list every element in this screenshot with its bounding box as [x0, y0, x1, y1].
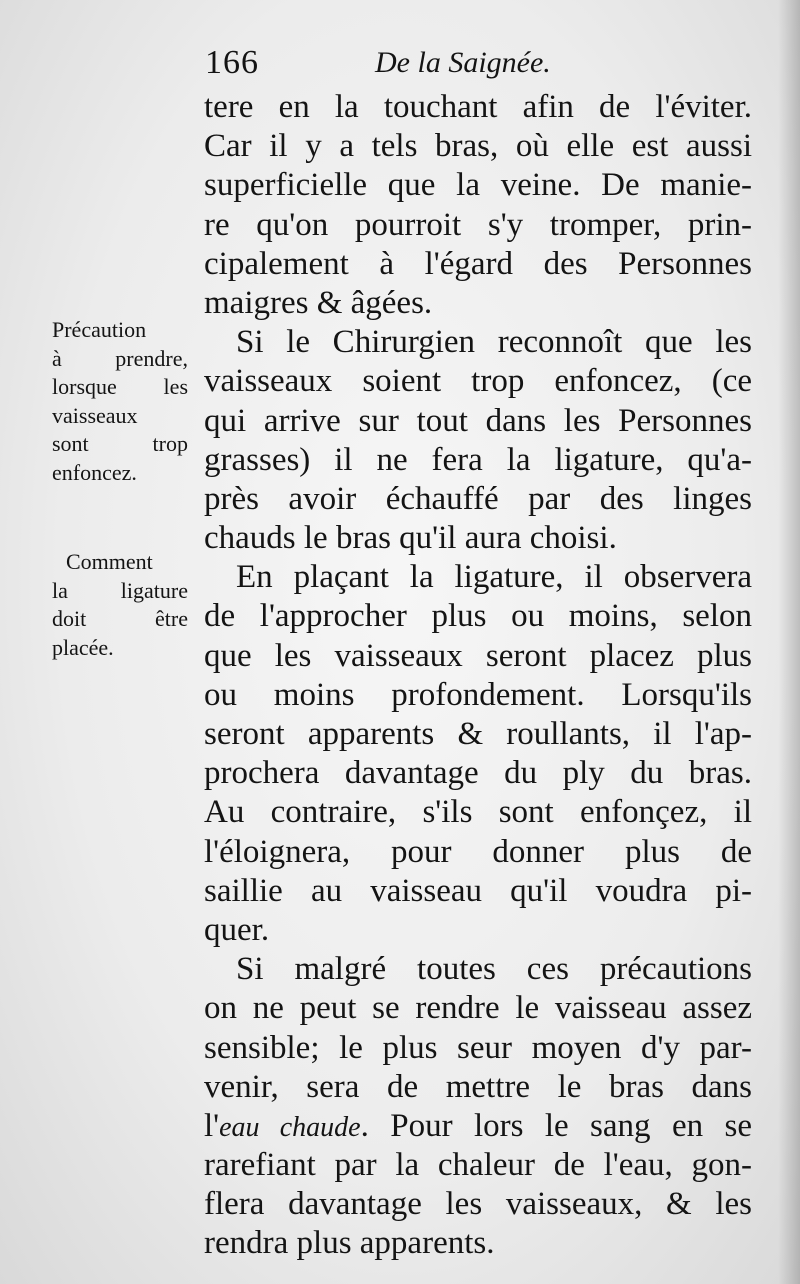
margin-note-line: la ligature [52, 577, 188, 603]
text-run: . Pour lors le sang en se [360, 1107, 752, 1144]
text-line: sensible; le plus seur moyen d'y par- [204, 1029, 752, 1066]
margin-note-line: Précaution [52, 317, 147, 342]
text-line: saillie au vaisseau qu'il voudra pi- [204, 872, 752, 909]
page-header [205, 44, 765, 88]
margin-note-line: doit être [52, 606, 188, 631]
margin-note-line: à prendre, [52, 345, 188, 371]
page-edge-shadow [778, 0, 800, 1284]
text-line: près avoir échauffé par des linges [204, 480, 752, 517]
text-line: maigres & âgées. [204, 284, 433, 321]
text-run: l' [204, 1107, 220, 1144]
text-line: l'éloignera, pour donner plus de [204, 833, 752, 870]
text-line: Si le Chirurgien reconnoît que les [236, 324, 752, 361]
text-line: quer. [204, 911, 270, 948]
margin-note-line: enfoncez. [52, 459, 137, 485]
margin-note-precaution [52, 316, 188, 487]
text-line: Au contraire, s'ils sont enfonçez, il [204, 794, 752, 831]
text-line: rendra plus apparents. [204, 1225, 495, 1262]
text-line: rarefiant par la chaleur de l'eau, gon- [204, 1147, 752, 1184]
body-text [204, 88, 752, 1264]
running-title: De la Saignée. [375, 46, 551, 79]
text-line: chauds le bras qu'il aura choisi. [204, 520, 617, 557]
text-line: de l'approcher plus ou moins, selon [204, 598, 752, 635]
text-line: que les vaisseaux seront placez plus [204, 637, 752, 674]
text-line: flera davantage les vaisseaux, & les [204, 1186, 752, 1223]
text-line-with-italic [204, 1107, 752, 1146]
text-line: superficielle que la veine. De manie- [204, 167, 752, 204]
text-line: on ne peut se rendre le vaisseau assez [204, 990, 752, 1027]
text-line: grasses) il ne fera la ligature, qu'a- [204, 441, 752, 478]
page-number: 166 [205, 44, 259, 81]
text-line: venir, sera de mettre le bras dans [204, 1068, 752, 1105]
margin-note-line: lorsque les [52, 374, 188, 399]
text-line: qui arrive sur tout dans les Personnes [204, 402, 752, 439]
text-line: Si malgré toutes ces précautions [236, 951, 752, 988]
margin-note-line: placée. [52, 634, 114, 660]
text-line: Car il y a tels bras, où elle est aussi [204, 128, 752, 165]
text-line: tere en la touchant afin de l'éviter. [204, 89, 752, 125]
margin-note-line: Comment [66, 549, 153, 574]
margin-note-line: vaisseaux [52, 402, 138, 428]
text-line: En plaçant la ligature, il observera [236, 559, 752, 596]
text-line: vaisseaux soient trop enfoncez, (ce [204, 363, 752, 400]
margin-note-ligature [52, 548, 188, 662]
text-line: re qu'on pourroit s'y tromper, prin- [204, 206, 752, 243]
italic-phrase: eau chaude [219, 1111, 361, 1143]
text-line: prochera davantage du ply du bras. [204, 755, 752, 792]
text-line: ou moins profondement. Lorsqu'ils [204, 676, 752, 713]
margin-note-line: sont trop [52, 431, 188, 456]
text-line: cipalement à l'égard des Personnes [204, 245, 752, 282]
text-line: seront apparents & roullants, il l'ap- [204, 716, 752, 752]
